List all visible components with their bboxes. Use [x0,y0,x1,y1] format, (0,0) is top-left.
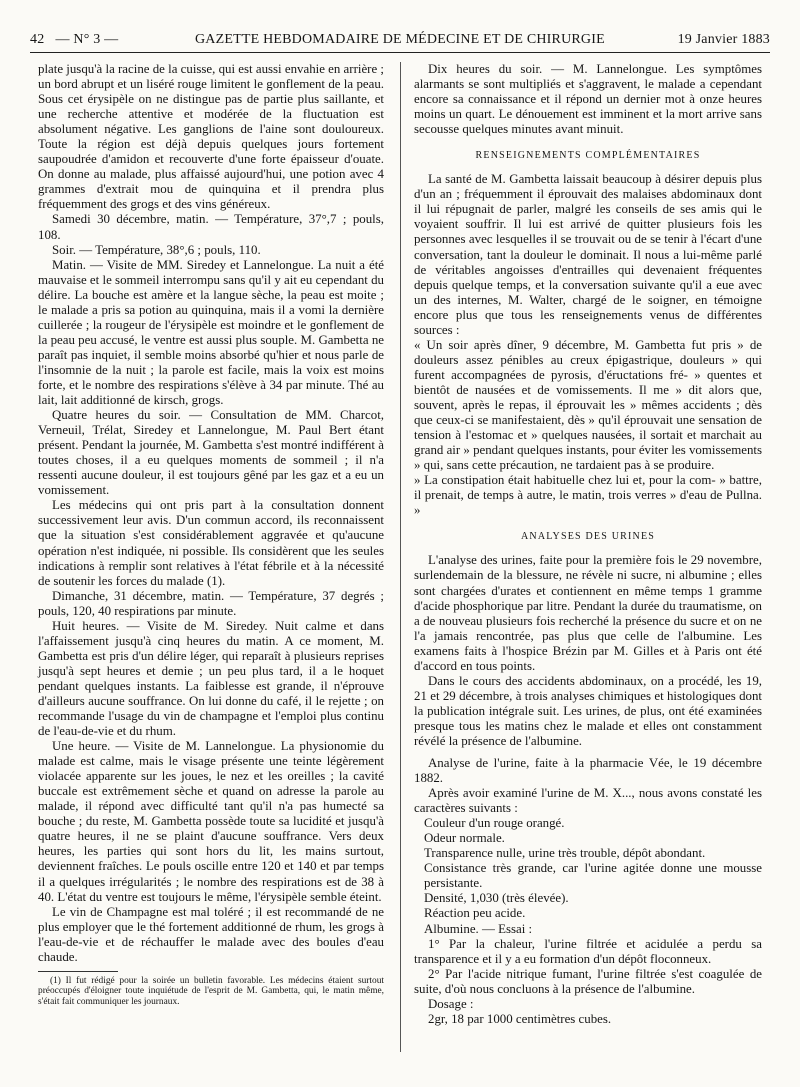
list-item: Consistance très grande, car l'urine agitée donne une mousse persistante. [424,861,762,891]
section-heading: ANALYSES DES URINES [520,531,656,543]
issue-date: 19 Janvier 1883 [677,32,770,47]
list-item: Transparence nulle, urine très trouble, dépôt abondant. [424,846,706,861]
paragraph: Analyse de l'urine, faite à la pharmacie Vée, le 19 décembre 1882. [414,756,762,786]
list-item: Albumine. — Essai : [424,921,533,936]
list-item: Réaction peu acide. [424,906,526,921]
paragraph: plate jusqu'à la racine de la cuisse, qui est aussi envahie en arrière ; un bord abrupt et un liséré rouge limitent le gonflement de la peau. Sous cet érysipèle on ne distingue pas de partie plus saillante, et une recherche attentive et modérée de la fluctuation est absolument négative. Les ganglions de l'aine sont douloureux. Toute la région est déjà depuis quelques jours fortement saupoudrée d'amidon et recouverte d'une forte épaisseur d'ouate. On donne au malade, plus affaissé aujourd'hui, une potion avec 4 grammes d'extrait mou de quinquina et il prendra plus fréquemment des grogs et des vins généreux. [38,62,384,212]
paragraph: Après avoir examiné l'urine de M. X..., nous avons constaté les caractères suivants : [414,786,762,816]
paragraph: 1° Par la chaleur, l'urine filtrée et acidulée a perdu sa transparence et il y a eu formation d'un dépôt floconneux. [414,936,762,966]
left-column [38,62,384,1008]
paragraph: Le vin de Champagne est mal toléré ; il est recommandé de ne plus employer que le thé fortement additionné de rhum, les grogs à l'eau-de-vie et de réchauffer le malade avec des boules d'eau chaude. [38,904,384,964]
paragraph: Samedi 30 décembre, matin. — Température, 37°,7 ; pouls, 108. [38,212,384,242]
paragraph: Huit heures. — Visite de M. Siredey. Nuit calme et dans l'affaissement jusqu'à cinq heures du matin. A ce moment, M. Gambetta est pris d'un délire léger, qui reparaît à plusieurs reprises jusqu'à sept heures et demie ; un peu plus tard, il a le hoquet pendant quelques instants. La faiblesse est grande, il n'éprouve d'ailleurs aucune souffrance. On lui donne du café, il le rejette ; on recommande l'usage du vin de champagne et l'emploi plus continu de l'eau-de-vie et du rhum. [38,618,384,739]
section-heading: RENSEIGNEMENTS COMPLÉMENTAIRES [475,150,701,162]
issue-number: — N° 3 — [55,32,119,47]
list-item: Couleur d'un rouge orangé. [424,816,565,831]
quote-paragraph: « Un soir après dîner, 9 décembre, M. Gambetta fut pris » de douleurs assez pénibles au creux épigastrique, douleurs » qui furent accompagnées de pyrosis, d'éructations fré- » quentes et bientôt de nausées et de vomissements. Il me » dit alors que, souvent, après le repas, il éprouvait les » mêmes accidents ; dès que ceux-ci se manifestaient, dès » qu'il éprouvait une sensation de tension à l'estomac et » quelques nausées, il sortait et marchait au grand air » pendant quelques instants, pour éviter les vomissements » qui, sans cette précaution, ne tardaient pas à se produire. [414,337,762,473]
footnote-rule [38,971,118,972]
page-header [30,30,770,53]
characteristics-list [414,816,762,936]
quote-paragraph: » La constipation était habituelle chez lui et, pour la com- » battre, il prenait, de temps à autre, le matin, trois verres » d'eau de Pullna. » [414,473,762,518]
page-number: 42 [30,32,45,47]
paragraph: Une heure. — Visite de M. Lannelongue. La physionomie du malade est calme, mais le visage présente une teinte légèrement violacée apparente sur les joues, le nez et les oreilles ; la cavité buccale est extrêmement sèche et quand on adresse la parole au malade, il répond avec difficulté tant qu'il n'a pas humecté sa bouche ; du reste, M. Gambetta possède toute sa lucidité et jusqu'à quatre heures, il ne se plaint d'aucune souffrance. Vers deux heures, les parties qui sont hors du lit, les mains surtout, deviennent fraîches. Le pouls oscille entre 120 et 140 et par temps il a quelques irrégularités ; le nombre des respirations est de 38 à 40. L'état du ventre est toujours le même, l'érysipèle semble éteint. [38,739,384,904]
paragraph: Dix heures du soir. — M. Lannelongue. Les symptômes alarmants se sont multipliés et s'aggravent, le malade a cependant encore sa connaissance et il répond un dernier mot à onze heures moins un quart. Le dénouement est imminent et la mort arrive sans secousse quelques minutes avant minuit. [414,62,762,137]
right-column [414,62,762,1027]
paragraph: 2gr, 18 par 1000 centimètres cubes. [428,1011,612,1026]
paragraph: L'analyse des urines, faite pour la première fois le 29 novembre, surlendemain de la blessure, ne révèle ni sucre, ni albumine ; elles sont chargées d'urates et contiennent en même temps 1 gramme d'acide phosphorique par litre. Pendant la durée du traumatisme, on a de nouveau plusieurs fois recherché la présence du sucre et on ne l'a jamais rencontrée, pas plus que celle de l'albumine. Les examens faits à l'hospice Brézin par M. Gilles et à Paris ont été d'accord en tous points. [414,553,762,673]
column-divider [400,62,401,1052]
paragraph: Soir. — Température, 38°,6 ; pouls, 110. [52,242,261,257]
paragraph: Dosage : [428,996,474,1011]
paragraph: Dimanche, 31 décembre, matin. — Température, 37 degrés ; pouls, 120, 40 respirations par minute. [38,588,384,618]
paragraph: Matin. — Visite de MM. Siredey et Lannelongue. La nuit a été mauvaise et le sommeil interrompu sans qu'il y ait eu cependant du délire. La bouche est amère et la langue sèche, la peau est moite ; le malade a pris sa potion au quinquina, mais il a vomi la dernière cuillerée ; la rougeur de l'érysipèle est moindre et le gonflement de la peau peu accusé, le ventre est aussi plus souple. M. Gambetta ne paraît pas inquiet, il semble moins absorbé qu'hier et nous parle de l'insomnie de la nuit ; la parole est facile, mais la voix est moins forte, et le nombre des respirations s'élève à 34 par minute. Thé au lait, lait additionné de kirsch, grogs. [38,257,384,408]
paragraph: Dans le cours des accidents abdominaux, on a procédé, les 19, 21 et 29 décembre, à trois analyses chimiques et histologiques dont la publication intégrale suit. Les urines, de plus, ont été examinées presque tous les matins chez le malade et elles ont constamment révélé la présence de l'albumine. [414,673,762,748]
footnote: (1) Il fut rédigé pour la soirée un bulletin favorable. Les médecins étaient surtout préoccupés d'éloigner toute inquiétude de l'esprit de M. Gambetta, qui, le matin même, s'était fait communiquer les journaux. [38,975,384,1007]
page-number-issue [30,32,118,48]
paragraph: Les médecins qui ont pris part à la consultation donnent successivement leur avis. D'un commun accord, ils reconnaissent que la situation s'est considérablement aggravée et qu'aucune opération n'est indiquée, ni possible. Ils considèrent que les seules indications à remplir sont relatives à l'état fébrile et à la nécessité de soutenir les forces du malade (1). [38,498,384,588]
list-item: Odeur normale. [424,831,505,846]
paragraph: 2° Par l'acide nitrique fumant, l'urine filtrée s'est coagulée de suite, d'où nous concluons à la présence de l'albumine. [414,966,762,996]
list-item: Densité, 1,030 (très élevée). [424,891,569,906]
paragraph: La santé de M. Gambetta laissait beaucoup à désirer depuis plus d'un an ; fréquemment il éprouvait des malaises abdominaux dont il lui répugnait de parler, malgré les conseils de ses amis qui le voyaient souffrir. Il lui est arrivé de quitter plusieurs fois les personnes avec lesquelles il se trouvait ou de se tenir à l'écart d'une conversation, tant la douleur le dominait. Il nous a lui-même parlé de véritables angoisses d'entrailles qui devenaient fréquentes depuis quelque temps, et la conversation suivante qu'il a eue avec un des internes, M. Walter, chargé de le soigner, en témoigne encore plus que tous les renseignements venus de différentes sources : [414,172,762,337]
quotation [414,338,762,519]
spacer [414,749,762,756]
journal-title: GAZETTE HEBDOMADAIRE DE MÉDECINE ET DE CHIRURGIE [195,32,605,47]
paragraph: Quatre heures du soir. — Consultation de MM. Charcot, Verneuil, Trélat, Siredey et Lannelongue, M. Paul Bert étant présent. Pendant la journée, M. Gambetta s'est montré indifférent à toutes choses, il a eu quelques moments de sommeil ; il n'a ressenti aucune douleur, il est toujours gêné par les gaz et a eu un vomissement. [38,408,384,498]
